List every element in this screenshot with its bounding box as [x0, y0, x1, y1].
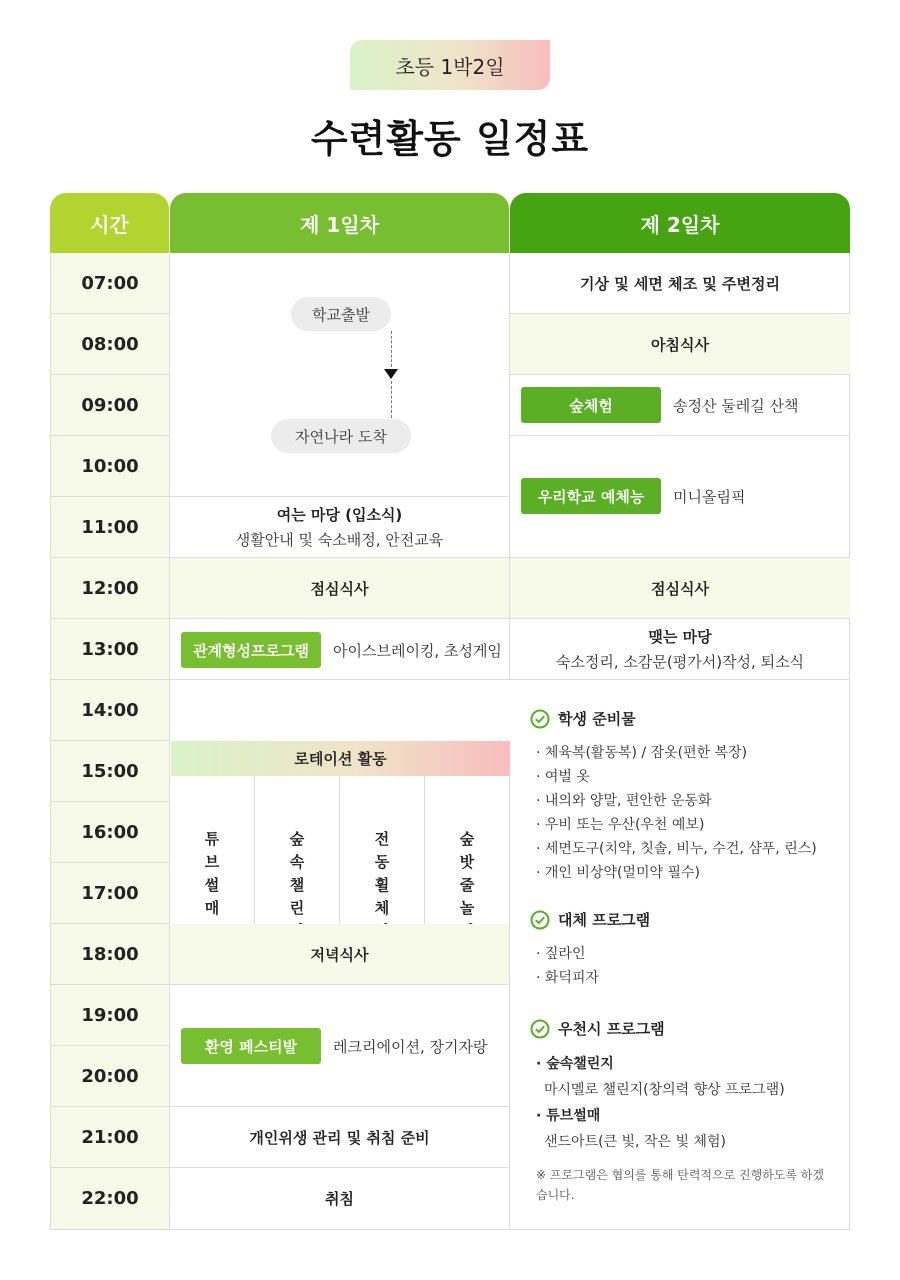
page-title: 수련활동 일정표: [310, 117, 590, 161]
forest-text: 송정산 둘레길 산책: [673, 396, 799, 415]
day2-lunch: 점심식사: [651, 579, 709, 598]
relation-row: [181, 632, 502, 668]
time-cell: 11:00: [51, 497, 170, 558]
rotation-header: 로테이션 활동: [171, 741, 510, 776]
relation-text: 아이스브레이킹, 초성게임: [333, 641, 502, 660]
list-item: · 내의와 양말, 편안한 운동화: [536, 793, 712, 809]
forest-row: [521, 387, 798, 423]
arrow-down-icon: [384, 369, 398, 379]
rain-item-desc: 마시멜로 챌린지(창의력 향상 프로그램): [544, 1082, 785, 1098]
time-cell: 19:00: [51, 985, 170, 1046]
rain-list: [536, 1051, 849, 1155]
rotation-activity: 숲 밧 줄 놀: [459, 830, 475, 917]
day1-hygiene-cell: [170, 1107, 510, 1168]
rain-title: 우천시 프로그램: [558, 1020, 665, 1038]
day2-closing-cell: [510, 619, 850, 680]
alt-section-title: [530, 909, 849, 930]
sleep: 취침: [325, 1190, 354, 1208]
day2-wake-cell: [510, 253, 850, 314]
day1-opening-cell: [170, 497, 510, 558]
student-list: [536, 741, 849, 885]
check-circle-icon: [530, 709, 550, 729]
depart-bubble: 학교출발: [291, 297, 391, 331]
time-cell: 13:00: [51, 619, 170, 680]
opening-sub: 생활안내 및 숙소배정, 안전교육: [235, 531, 444, 549]
student-section-title: [530, 708, 849, 729]
check-circle-icon: [530, 910, 550, 930]
travel-connector: [391, 331, 392, 367]
rain-item-desc: 샌드아트(큰 빛, 작은 빛 체험): [544, 1134, 726, 1150]
schedule-grid: [50, 253, 850, 1230]
notes-panel: [510, 680, 849, 1229]
list-item: · 우비 또는 우산(우천 예보): [536, 817, 705, 833]
relation-tag: 관계형성프로그램: [181, 632, 321, 668]
alt-title: 대체 프로그램: [558, 911, 651, 929]
sports-row: [521, 478, 745, 514]
day1-lunch: 점심식사: [310, 579, 369, 598]
day1-sleep-cell: [170, 1168, 510, 1229]
rotation-activity: 튜 브 썰 매: [204, 830, 220, 917]
time-cell: 17:00: [51, 863, 170, 924]
time-cell: 10:00: [51, 436, 170, 497]
time-cell: 14:00: [51, 680, 170, 741]
day1-lunch-cell: [170, 558, 510, 619]
sports-tag: 우리학교 예체능: [521, 478, 661, 514]
rotation-activity: 전 동 휠 체: [374, 830, 390, 917]
rain-item-name: · 튜브썰매: [536, 1108, 601, 1124]
list-item: · 화덕피자: [536, 970, 599, 986]
student-title: 학생 준비물: [558, 710, 636, 728]
time-cell: 21:00: [51, 1107, 170, 1168]
sports-text: 미니올림픽: [673, 487, 746, 506]
header-time: 시간: [50, 193, 169, 253]
time-cell: 16:00: [51, 802, 170, 863]
hygiene: 개인위생 관리 및 취침 준비: [249, 1128, 430, 1147]
time-cell: 22:00: [51, 1168, 170, 1229]
rain-section-title: [530, 1018, 849, 1039]
rain-item-name: · 숲속챌린지: [536, 1056, 614, 1072]
festival-tag: 환영 페스티발: [181, 1028, 321, 1064]
time-cell: 08:00: [51, 314, 170, 375]
day2-breakfast-cell: [510, 314, 850, 375]
time-cell: 18:00: [51, 924, 170, 985]
arrive-bubble: 자연나라 도착: [271, 419, 411, 453]
forest-tag: 숲체험: [521, 387, 661, 423]
list-item: · 체육복(활동복) / 잠옷(편한 복장): [536, 745, 748, 761]
day1-dinner-cell: [170, 924, 510, 985]
closing-title: 맺는 마당: [648, 628, 712, 646]
list-item: · 세면도구(치약, 칫솔, 비누, 수건, 샴푸, 린스): [536, 841, 817, 857]
schedule-table: [50, 193, 850, 1230]
check-circle-icon: [530, 1019, 550, 1039]
festival-text: 레크리에이션, 장기자랑: [333, 1037, 488, 1056]
list-item: · 개인 비상약(멀미약 필수): [536, 865, 700, 881]
day1-travel-cell: [170, 253, 510, 497]
rotation-activity: 숲 속 챌 린: [289, 830, 305, 917]
festival-row: [181, 1028, 487, 1064]
closing-sub: 숙소정리, 소감문(평가서)작성, 퇴소식: [555, 653, 805, 671]
opening-title: 여는 마당 (입소식): [276, 506, 403, 524]
time-cell: 09:00: [51, 375, 170, 436]
time-cell: 15:00: [51, 741, 170, 802]
time-cell: 20:00: [51, 1046, 170, 1107]
header-day2: 제 2일차: [510, 193, 850, 253]
alt-list: [536, 942, 849, 990]
header-day1: 제 1일차: [170, 193, 509, 253]
day2-lunch-cell: [510, 558, 850, 619]
time-cell: 12:00: [51, 558, 170, 619]
time-cell: 07:00: [51, 253, 170, 314]
dinner: 저녁식사: [310, 945, 369, 964]
program-badge: 초등 1박2일: [350, 40, 550, 90]
list-item: · 짚라인: [536, 946, 586, 962]
wake: 기상 및 세면 체조 및 주변정리: [580, 274, 780, 293]
footnote: ※ 프로그램은 협의를 통해 탄력적으로 진행하도록 하겠습니다.: [536, 1168, 824, 1202]
list-item: · 여벌 옷: [536, 769, 590, 785]
travel-connector: [391, 381, 392, 418]
breakfast: 아침식사: [651, 335, 709, 354]
